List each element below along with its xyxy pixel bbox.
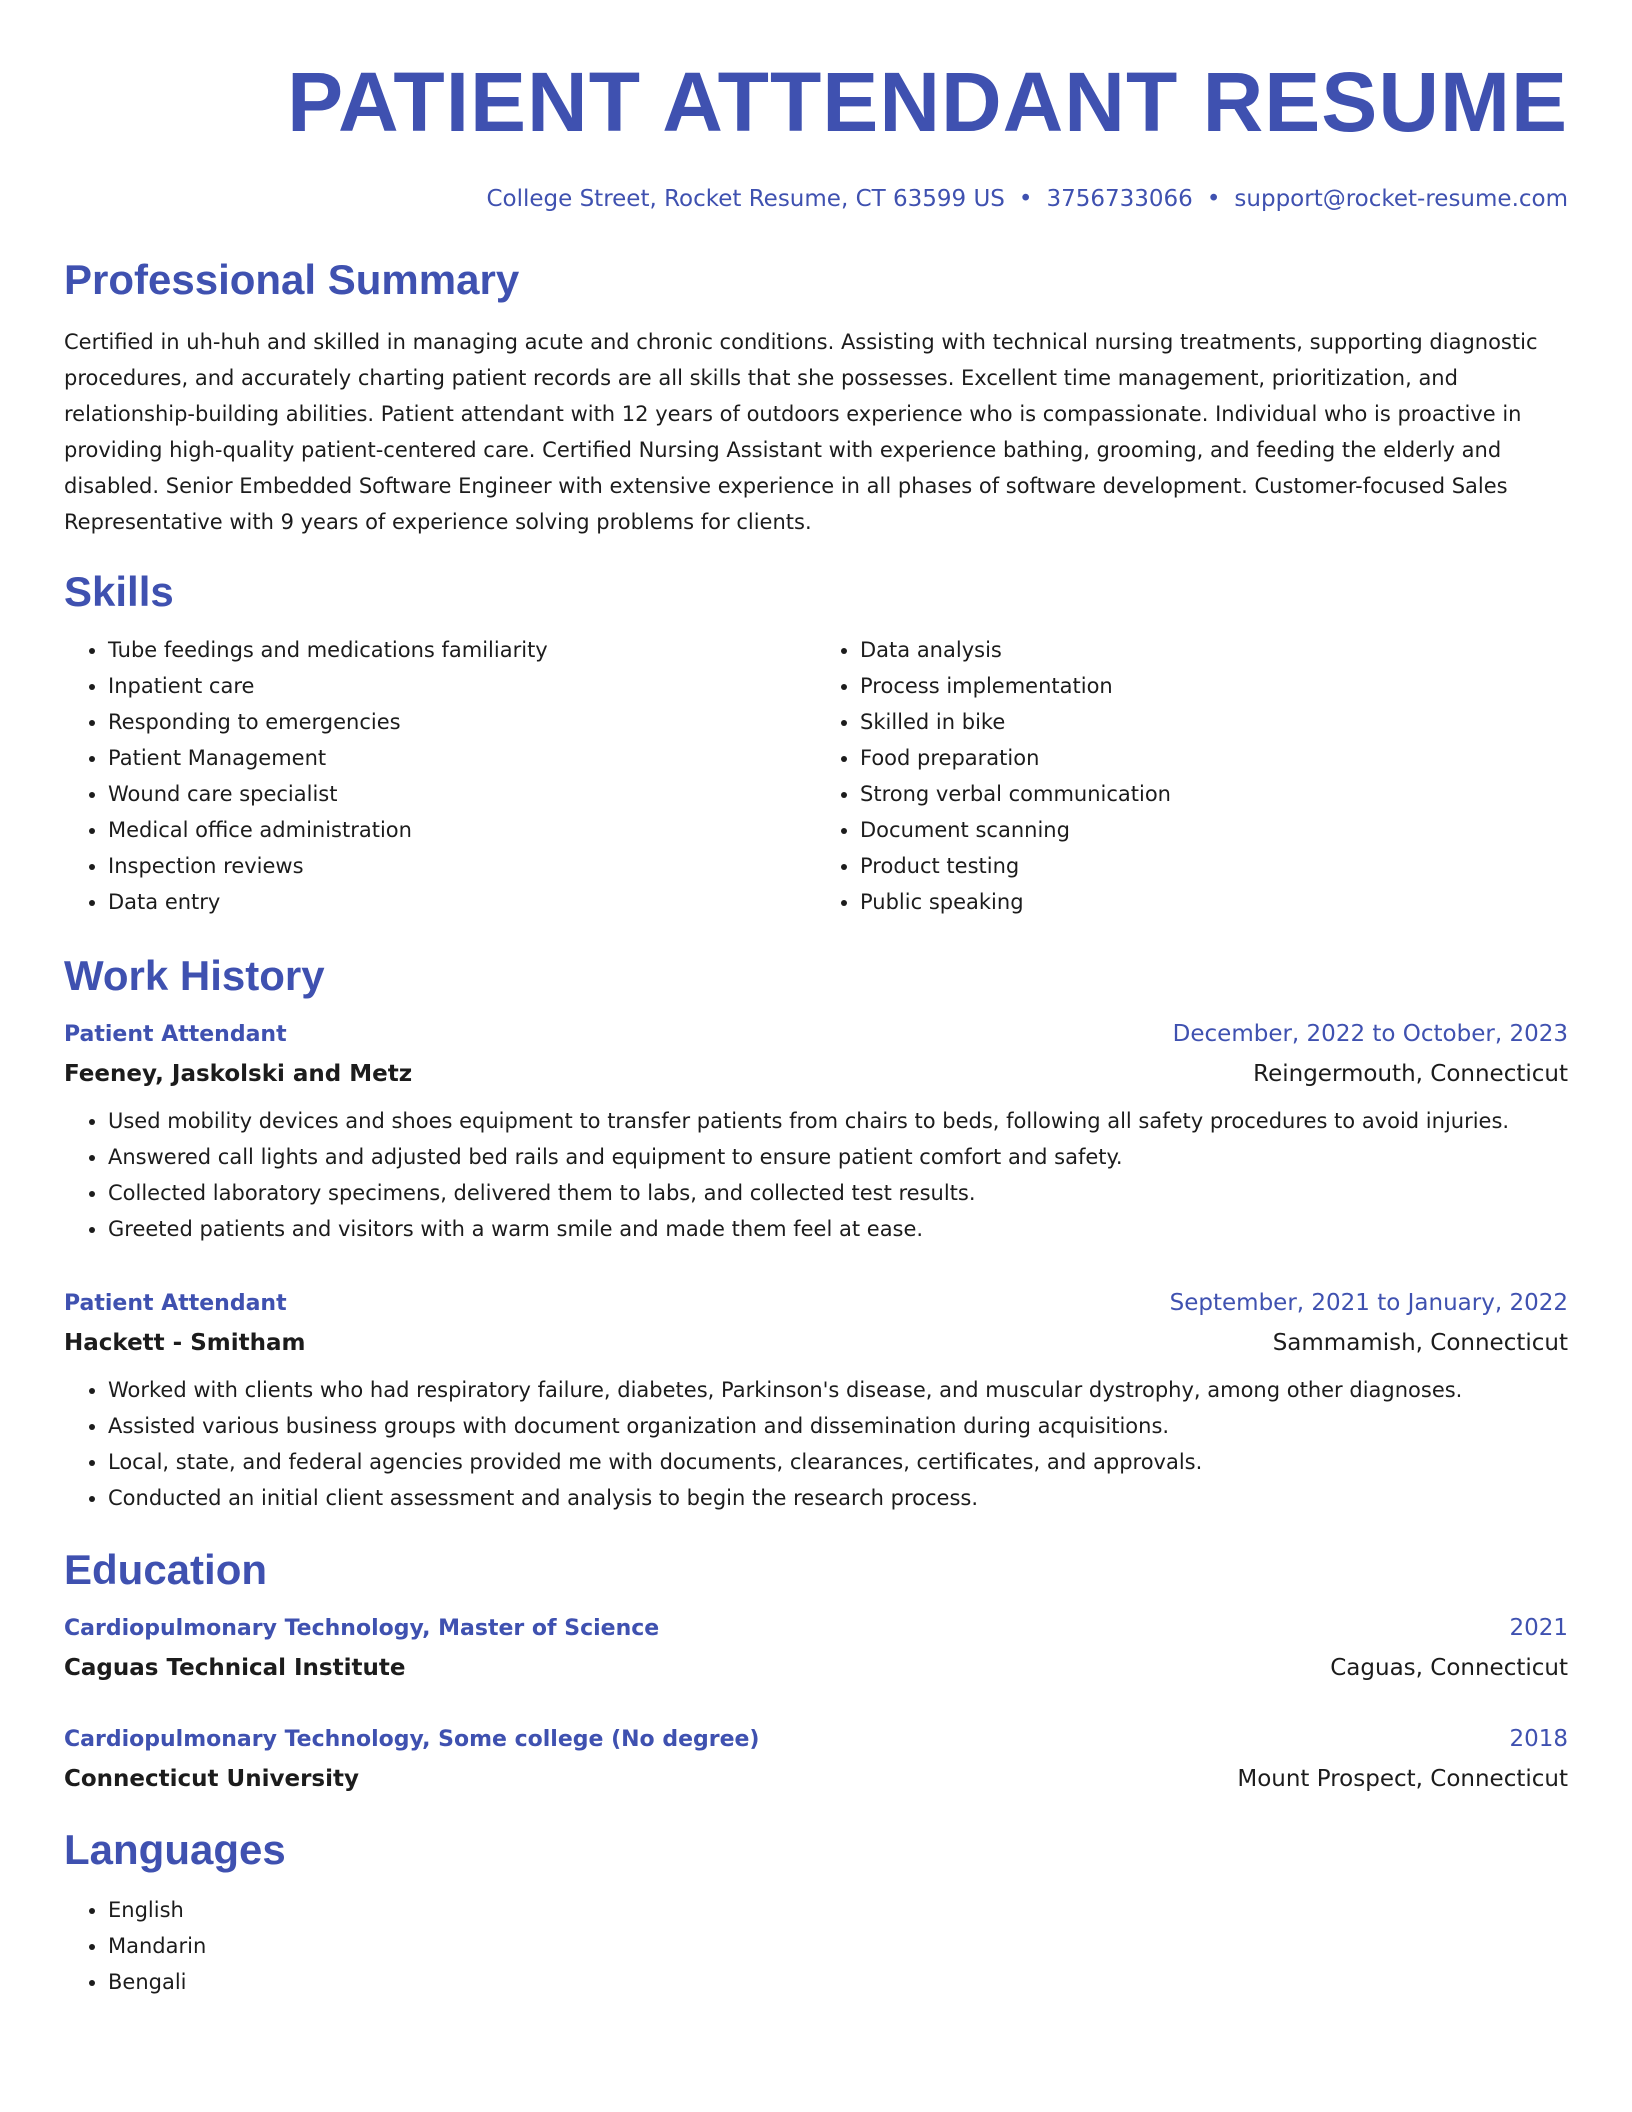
job-bullet: • Collected laboratory specimens, delivered them to labs, and collected test results. bbox=[108, 1175, 1568, 1211]
skill-item: • Document scanning bbox=[860, 812, 1568, 848]
education-heading: Education bbox=[64, 1546, 268, 1593]
job-location: Sammamish, Connecticut bbox=[1272, 1330, 1568, 1356]
skill-item: • Food preparation bbox=[860, 740, 1568, 776]
job-bullet: • Worked with clients who had respiratory failure, diabetes, Parkinson's disease, and muscular dystrophy, among other diagnoses. bbox=[108, 1372, 1568, 1408]
skills-list bbox=[64, 632, 1568, 920]
job-entry bbox=[64, 1285, 1568, 1516]
skill-item: • Process implementation bbox=[860, 668, 1568, 704]
education-location: Mount Prospect, Connecticut bbox=[1237, 1766, 1568, 1792]
job-header-row bbox=[64, 1016, 1568, 1053]
education-school-row bbox=[64, 1647, 1568, 1689]
job-role: Patient Attendant bbox=[64, 1022, 287, 1047]
education-degree: Cardiopulmonary Technology, Master of Science bbox=[64, 1616, 660, 1641]
summary-heading: Professional Summary bbox=[64, 256, 520, 303]
education-school: Connecticut University bbox=[64, 1766, 359, 1792]
languages-heading: Languages bbox=[64, 1826, 286, 1873]
skills-column-right bbox=[816, 632, 1568, 920]
job-bullets bbox=[64, 1103, 1568, 1247]
contact-line bbox=[64, 184, 1568, 214]
job-entry bbox=[64, 1016, 1568, 1247]
language-item: • English bbox=[108, 1892, 1568, 1928]
contact-separator: • bbox=[1206, 186, 1221, 212]
job-company: Hackett - Smitham bbox=[64, 1330, 306, 1356]
language-item: • Bengali bbox=[108, 1964, 1568, 2000]
languages-list bbox=[64, 1892, 1568, 2000]
job-bullet: • Greeted patients and visitors with a warm smile and made them feel at ease. bbox=[108, 1211, 1568, 1247]
work-history-heading: Work History bbox=[64, 952, 325, 999]
contact-email[interactable]: support@rocket-resume.com bbox=[1234, 186, 1568, 212]
skill-item: • Data analysis bbox=[860, 632, 1568, 668]
job-company: Feeney, Jaskolski and Metz bbox=[64, 1061, 413, 1087]
skill-item: • Public speaking bbox=[860, 884, 1568, 920]
contact-separator: • bbox=[1018, 186, 1033, 212]
education-entry bbox=[64, 1610, 1568, 1689]
skill-item: • Skilled in bike bbox=[860, 704, 1568, 740]
job-dates: December, 2022 to October, 2023 bbox=[1172, 1021, 1568, 1047]
summary-text: Certified in uh-huh and skilled in managing acute and chronic conditions. Assisting with technical nursing treatments, supporting diagnostic procedures, and accurately charting patient records are all skills that she possesses. Excellent time management, prioritization, and relationship-building abilities. Patient attendant with 12 years of outdoors experience who is compassionate. Individual who is proactive in providing high-quality patient-centered care. Certified Nursing Assistant with experience bathing, grooming, and feeding the elderly and disabled. Senior Embedded Software Engineer with extensive experience in all phases of software development. Customer-focused Sales Representative with 9 years of experience solving problems for clients. bbox=[64, 330, 1538, 534]
education-degree: Cardiopulmonary Technology, Some college (No degree) bbox=[64, 1727, 760, 1752]
skill-item: • Patient Management bbox=[108, 740, 816, 776]
job-role: Patient Attendant bbox=[64, 1291, 287, 1316]
job-bullet: • Local, state, and federal agencies provided me with documents, clearances, certificates, and approvals. bbox=[108, 1444, 1568, 1480]
job-bullet: • Used mobility devices and shoes equipment to transfer patients from chairs to beds, following all safety procedures to avoid injuries. bbox=[108, 1103, 1568, 1139]
education-entry bbox=[64, 1721, 1568, 1800]
job-header-row bbox=[64, 1285, 1568, 1322]
skill-item: • Responding to emergencies bbox=[108, 704, 816, 740]
skills-heading: Skills bbox=[64, 568, 174, 615]
resume-title: PATIENT ATTENDANT RESUME bbox=[287, 55, 1568, 149]
skill-item: • Tube feedings and medications familiarity bbox=[108, 632, 816, 668]
job-company-row bbox=[64, 1322, 1568, 1364]
job-bullet: • Assisted various business groups with document organization and dissemination during acquisitions. bbox=[108, 1408, 1568, 1444]
education-degree-row bbox=[64, 1721, 1568, 1758]
job-bullet: • Answered call lights and adjusted bed rails and equipment to ensure patient comfort and safety. bbox=[108, 1139, 1568, 1175]
skill-item: • Wound care specialist bbox=[108, 776, 816, 812]
skill-item: • Medical office administration bbox=[108, 812, 816, 848]
job-location: Reingermouth, Connecticut bbox=[1253, 1061, 1568, 1087]
resume-header bbox=[64, 0, 1568, 214]
job-bullets bbox=[64, 1372, 1568, 1516]
skill-item: • Inspection reviews bbox=[108, 848, 816, 884]
job-bullet: • Conducted an initial client assessment and analysis to begin the research process. bbox=[108, 1480, 1568, 1516]
job-dates: September, 2021 to January, 2022 bbox=[1169, 1290, 1568, 1316]
contact-phone[interactable]: 3756733066 bbox=[1046, 186, 1193, 212]
language-item: • Mandarin bbox=[108, 1928, 1568, 1964]
education-year: 2018 bbox=[1509, 1726, 1568, 1752]
job-company-row bbox=[64, 1053, 1568, 1095]
skill-item: • Inpatient care bbox=[108, 668, 816, 704]
skills-column-left bbox=[64, 632, 816, 920]
contact-address: College Street, Rocket Resume, CT 63599 US bbox=[486, 186, 1005, 212]
education-school-row bbox=[64, 1758, 1568, 1800]
skill-item: • Product testing bbox=[860, 848, 1568, 884]
education-school: Caguas Technical Institute bbox=[64, 1655, 406, 1681]
skill-item: • Strong verbal communication bbox=[860, 776, 1568, 812]
education-year: 2021 bbox=[1509, 1615, 1568, 1641]
education-location: Caguas, Connecticut bbox=[1330, 1655, 1568, 1681]
education-degree-row bbox=[64, 1610, 1568, 1647]
skill-item: • Data entry bbox=[108, 884, 816, 920]
